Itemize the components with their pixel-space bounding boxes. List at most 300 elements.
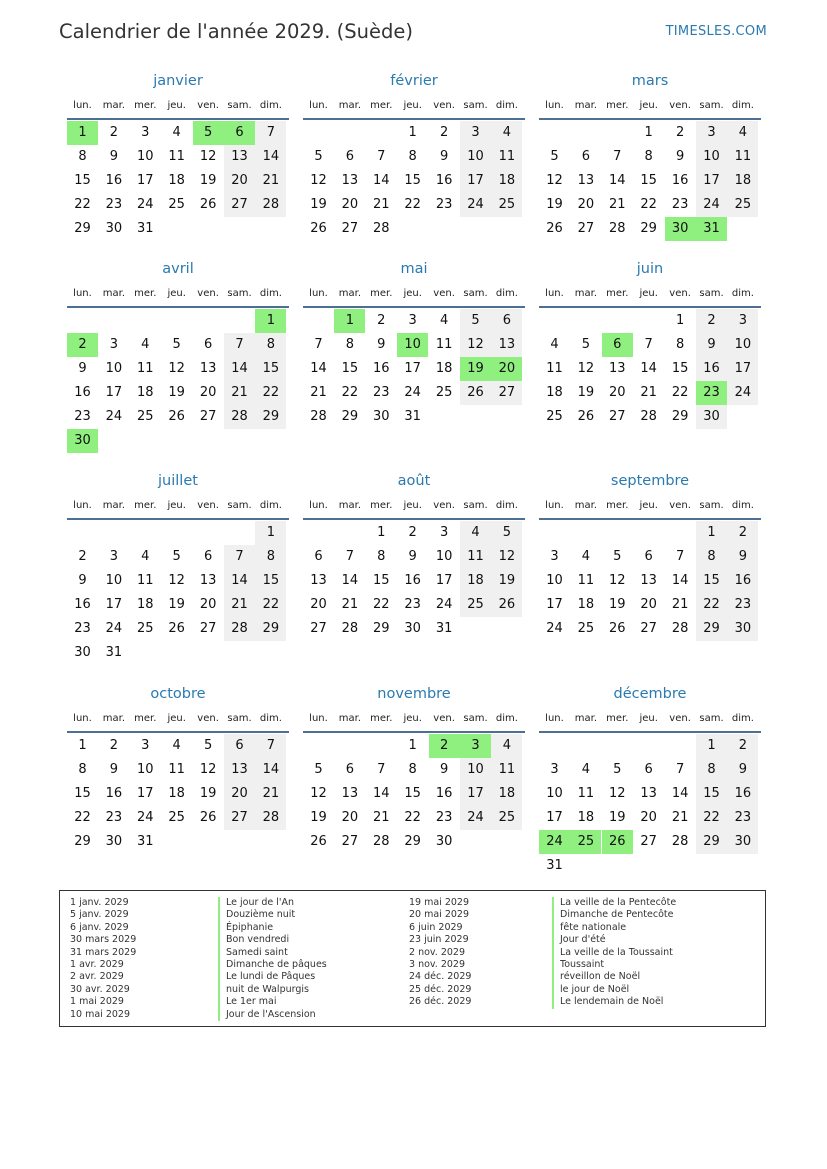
weekday-label: mar.	[338, 100, 362, 111]
holiday-date: 19 mai 2029	[409, 897, 470, 908]
day-cell: 29	[671, 409, 689, 424]
day-cell: 18	[168, 786, 185, 801]
day-cell: 14	[609, 173, 626, 188]
day-cell: 20	[341, 197, 359, 212]
day-cell: 27	[199, 409, 217, 424]
day-cell: 19	[546, 197, 563, 212]
day-cell: 16	[696, 357, 727, 381]
day-cell: 22	[74, 810, 91, 825]
holiday-day-cell: 3	[460, 734, 491, 758]
day-cell: 29	[255, 405, 286, 429]
day-cell: 26	[310, 834, 327, 849]
day-cell: 1	[255, 521, 286, 545]
weekday-label: jeu.	[403, 713, 422, 724]
day-cell: 6	[644, 549, 653, 564]
day-cell: 21	[255, 782, 286, 806]
holiday-name: nuit de Walpurgis	[226, 983, 309, 995]
day-cell: 29	[255, 617, 286, 641]
day-cell: 3	[109, 337, 119, 352]
day-cell: 30	[105, 221, 123, 236]
day-cell: 9	[439, 762, 449, 777]
month-name: février	[390, 73, 438, 89]
day-cell: 16	[727, 782, 758, 806]
weekday-label: jeu.	[403, 100, 422, 111]
weekday-label: dim.	[731, 100, 754, 111]
weekday-label: dim.	[731, 713, 754, 724]
day-cell: 23	[74, 409, 91, 424]
day-cell: 14	[373, 173, 390, 188]
weekday-label: sam.	[463, 100, 488, 111]
day-cell: 4	[491, 734, 522, 758]
day-cell: 8	[78, 149, 87, 164]
day-cell: 1	[696, 734, 727, 758]
day-cell: 5	[460, 309, 491, 333]
day-cell: 22	[671, 385, 689, 400]
day-cell: 3	[696, 121, 727, 145]
weekday-label: sam.	[699, 713, 724, 724]
day-cell: 13	[341, 786, 359, 801]
day-cell: 21	[671, 597, 689, 612]
weekday-label: mar.	[338, 713, 362, 724]
day-cell: 7	[675, 762, 685, 777]
holiday-day-cell: 23	[696, 381, 727, 405]
day-cell: 15	[255, 569, 286, 593]
day-cell: 5	[491, 521, 522, 545]
day-cell: 23	[435, 810, 453, 825]
holiday-date: 10 mai 2029	[70, 1008, 131, 1020]
day-cell: 30	[727, 617, 758, 641]
day-cell: 10	[727, 333, 758, 357]
day-cell: 17	[696, 169, 727, 193]
day-cell: 9	[377, 337, 386, 352]
holiday-date: 30 avr. 2029	[70, 983, 130, 995]
weekday-rule	[303, 731, 525, 733]
day-cell: 20	[224, 169, 255, 193]
day-cell: 4	[581, 762, 591, 777]
day-cell: 11	[460, 545, 491, 569]
day-cell: 7	[224, 333, 255, 357]
weekday-rule	[539, 306, 761, 308]
month-name: août	[397, 473, 431, 489]
day-cell: 18	[137, 385, 154, 400]
day-cell: 27	[310, 621, 327, 636]
holiday-name: Le lendemain de Noël	[560, 996, 664, 1008]
day-cell: 12	[609, 786, 626, 801]
day-cell: 6	[581, 149, 591, 164]
day-cell: 3	[550, 549, 559, 564]
holiday-day-cell: 10	[397, 333, 428, 357]
day-cell: 10	[546, 786, 563, 801]
day-cell: 21	[310, 385, 327, 400]
day-cell: 22	[373, 597, 390, 612]
holiday-name: Bon vendredi	[226, 934, 290, 946]
day-cell: 28	[341, 621, 359, 636]
day-cell: 9	[696, 333, 727, 357]
day-cell: 16	[404, 573, 421, 588]
day-cell: 2	[78, 549, 87, 564]
holiday-date: 1 mai 2029	[70, 996, 124, 1008]
weekday-label: jeu.	[403, 288, 422, 299]
day-cell: 13	[224, 145, 255, 169]
day-cell: 15	[696, 569, 727, 593]
weekday-label: mer.	[134, 288, 157, 299]
day-cell: 14	[255, 145, 286, 169]
weekday-label: mer.	[134, 713, 157, 724]
day-cell: 29	[74, 221, 91, 236]
day-cell: 4	[172, 125, 181, 140]
weekday-label: ven.	[197, 100, 219, 111]
day-cell: 31	[546, 858, 563, 873]
day-cell: 25	[137, 621, 154, 636]
day-cell: 12	[168, 361, 185, 376]
day-cell: 25	[546, 409, 563, 424]
day-cell: 26	[577, 409, 595, 424]
day-cell: 4	[550, 337, 559, 352]
day-cell: 14	[671, 573, 689, 588]
holidays-legend	[59, 890, 766, 1027]
day-cell: 6	[203, 549, 213, 564]
day-cell: 28	[310, 409, 327, 424]
day-cell: 17	[546, 810, 563, 825]
day-cell: 19	[310, 810, 327, 825]
weekday-label: sam.	[463, 500, 488, 511]
day-cell: 21	[373, 810, 390, 825]
day-cell: 13	[310, 573, 327, 588]
day-cell: 24	[435, 597, 453, 612]
day-cell: 19	[168, 597, 185, 612]
weekday-label: sam.	[699, 100, 724, 111]
day-cell: 27	[199, 621, 217, 636]
holiday-date: 23 juin 2029	[409, 934, 469, 946]
day-cell: 10	[137, 149, 154, 164]
holiday-day-cell: 2	[429, 734, 460, 758]
weekday-label: mer.	[370, 500, 393, 511]
day-cell: 25	[460, 593, 491, 617]
weekday-label: lun.	[545, 500, 564, 511]
day-cell: 27	[640, 834, 657, 849]
day-cell: 11	[491, 145, 522, 169]
weekday-label: dim.	[259, 713, 282, 724]
weekday-label: lun.	[309, 500, 328, 511]
weekday-label: dim.	[495, 500, 518, 511]
day-cell: 21	[224, 381, 255, 405]
day-cell: 23	[373, 385, 390, 400]
day-cell: 17	[404, 361, 421, 376]
day-cell: 27	[341, 221, 359, 236]
weekday-label: ven.	[197, 713, 219, 724]
day-cell: 12	[577, 361, 595, 376]
day-cell: 5	[581, 337, 591, 352]
day-cell: 4	[439, 313, 449, 328]
day-cell: 9	[675, 149, 685, 164]
day-cell: 29	[696, 830, 727, 854]
day-cell: 3	[727, 309, 758, 333]
weekday-label: mer.	[134, 100, 157, 111]
day-cell: 12	[310, 173, 327, 188]
holiday-day-cell: 25	[570, 830, 601, 854]
day-cell: 10	[435, 549, 453, 564]
day-cell: 21	[224, 593, 255, 617]
day-cell: 20	[640, 597, 657, 612]
day-cell: 6	[345, 149, 355, 164]
weekday-label: ven.	[669, 713, 691, 724]
day-cell: 17	[105, 597, 123, 612]
day-cell: 29	[696, 617, 727, 641]
day-cell: 19	[168, 385, 185, 400]
month-name: avril	[162, 261, 194, 277]
month-name: novembre	[377, 686, 451, 702]
holiday-day-cell: 6	[602, 333, 633, 357]
day-cell: 16	[105, 173, 123, 188]
day-cell: 18	[491, 782, 522, 806]
weekday-label: jeu.	[403, 500, 422, 511]
month-name: septembre	[610, 473, 690, 489]
weekday-label: mer.	[370, 100, 393, 111]
holiday-date: 5 janv. 2029	[70, 909, 129, 921]
day-cell: 21	[609, 197, 626, 212]
day-cell: 23	[404, 597, 421, 612]
weekday-label: ven.	[433, 500, 455, 511]
holiday-date: 2 avr. 2029	[70, 971, 124, 983]
weekday-label: mar.	[102, 500, 126, 511]
day-cell: 8	[644, 149, 653, 164]
day-cell: 14	[224, 357, 255, 381]
day-cell: 14	[310, 361, 327, 376]
holiday-date: 30 mars 2029	[70, 934, 137, 946]
day-cell: 16	[435, 786, 453, 801]
weekday-label: lun.	[545, 288, 564, 299]
day-cell: 13	[199, 361, 217, 376]
holiday-dates-column-2	[409, 897, 471, 1009]
day-cell: 2	[408, 525, 417, 540]
day-cell: 31	[137, 834, 154, 849]
holiday-date: 25 déc. 2029	[409, 983, 472, 995]
day-cell: 17	[546, 597, 563, 612]
weekday-label: mar.	[102, 713, 126, 724]
day-cell: 7	[224, 545, 255, 569]
day-cell: 4	[172, 738, 181, 753]
day-cell: 31	[404, 409, 421, 424]
day-cell: 16	[373, 361, 390, 376]
weekday-label: dim.	[731, 500, 754, 511]
weekday-label: ven.	[433, 100, 455, 111]
holiday-names-column-1	[226, 897, 327, 1021]
day-cell: 15	[255, 357, 286, 381]
weekday-rule	[303, 118, 525, 120]
day-cell: 12	[199, 149, 217, 164]
holiday-day-cell: 30	[665, 217, 696, 241]
day-cell: 18	[577, 810, 595, 825]
day-cell: 20	[199, 597, 217, 612]
day-cell: 11	[491, 758, 522, 782]
day-cell: 24	[696, 193, 727, 217]
day-cell: 17	[435, 573, 453, 588]
day-cell: 3	[550, 762, 559, 777]
weekday-label: mar.	[102, 288, 126, 299]
day-cell: 9	[727, 545, 758, 569]
day-cell: 24	[137, 197, 154, 212]
day-cell: 23	[671, 197, 689, 212]
holiday-day-cell: 1	[334, 309, 365, 333]
month-name: janvier	[153, 73, 203, 89]
day-cell: 28	[671, 621, 689, 636]
day-cell: 11	[577, 573, 595, 588]
holiday-date: 1 janv. 2029	[70, 897, 129, 908]
weekday-label: jeu.	[167, 100, 186, 111]
day-cell: 3	[141, 125, 150, 140]
day-cell: 24	[460, 806, 491, 830]
day-cell: 22	[255, 593, 286, 617]
day-cell: 24	[546, 621, 563, 636]
weekday-label: mar.	[574, 713, 598, 724]
weekday-label: mer.	[606, 288, 629, 299]
day-cell: 12	[460, 333, 491, 357]
day-cell: 1	[696, 521, 727, 545]
day-cell: 11	[727, 145, 758, 169]
day-cell: 1	[408, 125, 417, 140]
day-cell: 11	[435, 337, 453, 352]
day-cell: 26	[199, 197, 217, 212]
day-cell: 13	[640, 786, 657, 801]
day-cell: 23	[435, 197, 453, 212]
holiday-name: réveillon de Noël	[560, 971, 641, 983]
day-cell: 29	[373, 621, 390, 636]
day-cell: 19	[577, 385, 595, 400]
holiday-day-cell: 6	[224, 121, 255, 145]
day-cell: 15	[74, 173, 91, 188]
site-link[interactable]: TIMESLES.COM	[665, 24, 767, 39]
day-cell: 18	[435, 361, 453, 376]
holiday-name: Le jour de l'An	[226, 897, 295, 908]
day-cell: 17	[727, 357, 758, 381]
day-cell: 18	[546, 385, 563, 400]
day-cell: 21	[341, 597, 359, 612]
day-cell: 9	[408, 549, 417, 564]
day-cell: 14	[341, 573, 359, 588]
day-cell: 28	[373, 834, 390, 849]
day-cell: 20	[609, 385, 626, 400]
day-cell: 11	[168, 149, 185, 164]
weekday-rule	[539, 518, 761, 520]
day-cell: 21	[671, 810, 689, 825]
weekday-label: sam.	[463, 288, 488, 299]
day-cell: 18	[491, 169, 522, 193]
day-cell: 30	[404, 621, 421, 636]
weekday-label: lun.	[309, 713, 328, 724]
day-cell: 19	[491, 569, 522, 593]
day-cell: 20	[341, 810, 359, 825]
weekday-label: mar.	[574, 288, 598, 299]
holiday-marker-bar-1	[218, 897, 220, 1021]
day-cell: 25	[727, 193, 758, 217]
day-cell: 11	[137, 573, 154, 588]
day-cell: 21	[255, 169, 286, 193]
day-cell: 16	[727, 569, 758, 593]
holiday-day-cell: 19	[460, 357, 491, 381]
day-cell: 14	[373, 786, 390, 801]
weekday-rule	[67, 518, 289, 520]
weekday-label: jeu.	[167, 500, 186, 511]
day-cell: 10	[105, 361, 123, 376]
day-cell: 12	[491, 545, 522, 569]
day-cell: 14	[224, 569, 255, 593]
day-cell: 8	[408, 149, 417, 164]
day-cell: 8	[255, 333, 286, 357]
day-cell: 9	[109, 149, 119, 164]
day-cell: 22	[74, 197, 91, 212]
day-cell: 25	[577, 621, 595, 636]
day-cell: 28	[640, 409, 657, 424]
day-cell: 25	[435, 385, 453, 400]
day-cell: 5	[172, 549, 181, 564]
day-cell: 13	[577, 173, 595, 188]
holiday-day-cell: 26	[602, 830, 633, 854]
day-cell: 10	[137, 762, 154, 777]
holiday-names-column-2	[560, 897, 676, 1009]
day-cell: 24	[404, 385, 421, 400]
weekday-label: mer.	[606, 100, 629, 111]
day-cell: 26	[491, 593, 522, 617]
day-cell: 17	[460, 782, 491, 806]
day-cell: 8	[696, 758, 727, 782]
day-cell: 14	[640, 361, 657, 376]
day-cell: 11	[577, 786, 595, 801]
day-cell: 24	[727, 381, 758, 405]
day-cell: 30	[435, 834, 453, 849]
day-cell: 28	[671, 834, 689, 849]
weekday-label: mar.	[102, 100, 126, 111]
weekday-label: ven.	[433, 713, 455, 724]
day-cell: 5	[613, 762, 622, 777]
day-cell: 23	[727, 806, 758, 830]
day-cell: 21	[640, 385, 657, 400]
day-cell: 27	[341, 834, 359, 849]
holiday-name: le jour de Noël	[560, 983, 630, 995]
holiday-day-cell: 1	[255, 309, 286, 333]
day-cell: 10	[460, 758, 491, 782]
day-cell: 5	[550, 149, 559, 164]
day-cell: 19	[609, 597, 626, 612]
weekday-rule	[67, 731, 289, 733]
month-name: décembre	[613, 686, 687, 702]
holiday-day-cell: 30	[67, 429, 98, 453]
day-cell: 6	[314, 549, 323, 564]
day-cell: 2	[696, 309, 727, 333]
day-cell: 22	[404, 197, 421, 212]
day-cell: 2	[109, 738, 119, 753]
holiday-date: 6 janv. 2029	[70, 921, 129, 933]
day-cell: 6	[345, 762, 355, 777]
weekday-label: sam.	[699, 288, 724, 299]
day-cell: 10	[105, 573, 123, 588]
day-cell: 29	[640, 221, 657, 236]
day-cell: 19	[199, 173, 217, 188]
weekday-label: mar.	[574, 100, 598, 111]
weekday-label: dim.	[495, 713, 518, 724]
holiday-name: Dimanche de pâques	[226, 958, 327, 970]
day-cell: 7	[377, 149, 386, 164]
weekday-label: lun.	[545, 100, 564, 111]
day-cell: 13	[609, 361, 626, 376]
holiday-date: 20 mai 2029	[409, 909, 470, 921]
weekday-label: lun.	[545, 713, 564, 724]
day-cell: 7	[644, 337, 653, 352]
month-name: juin	[636, 261, 664, 277]
day-cell: 27	[609, 409, 626, 424]
weekday-label: mar.	[338, 500, 362, 511]
holiday-day-cell: 2	[67, 333, 98, 357]
holiday-date: 3 nov. 2029	[409, 958, 465, 970]
